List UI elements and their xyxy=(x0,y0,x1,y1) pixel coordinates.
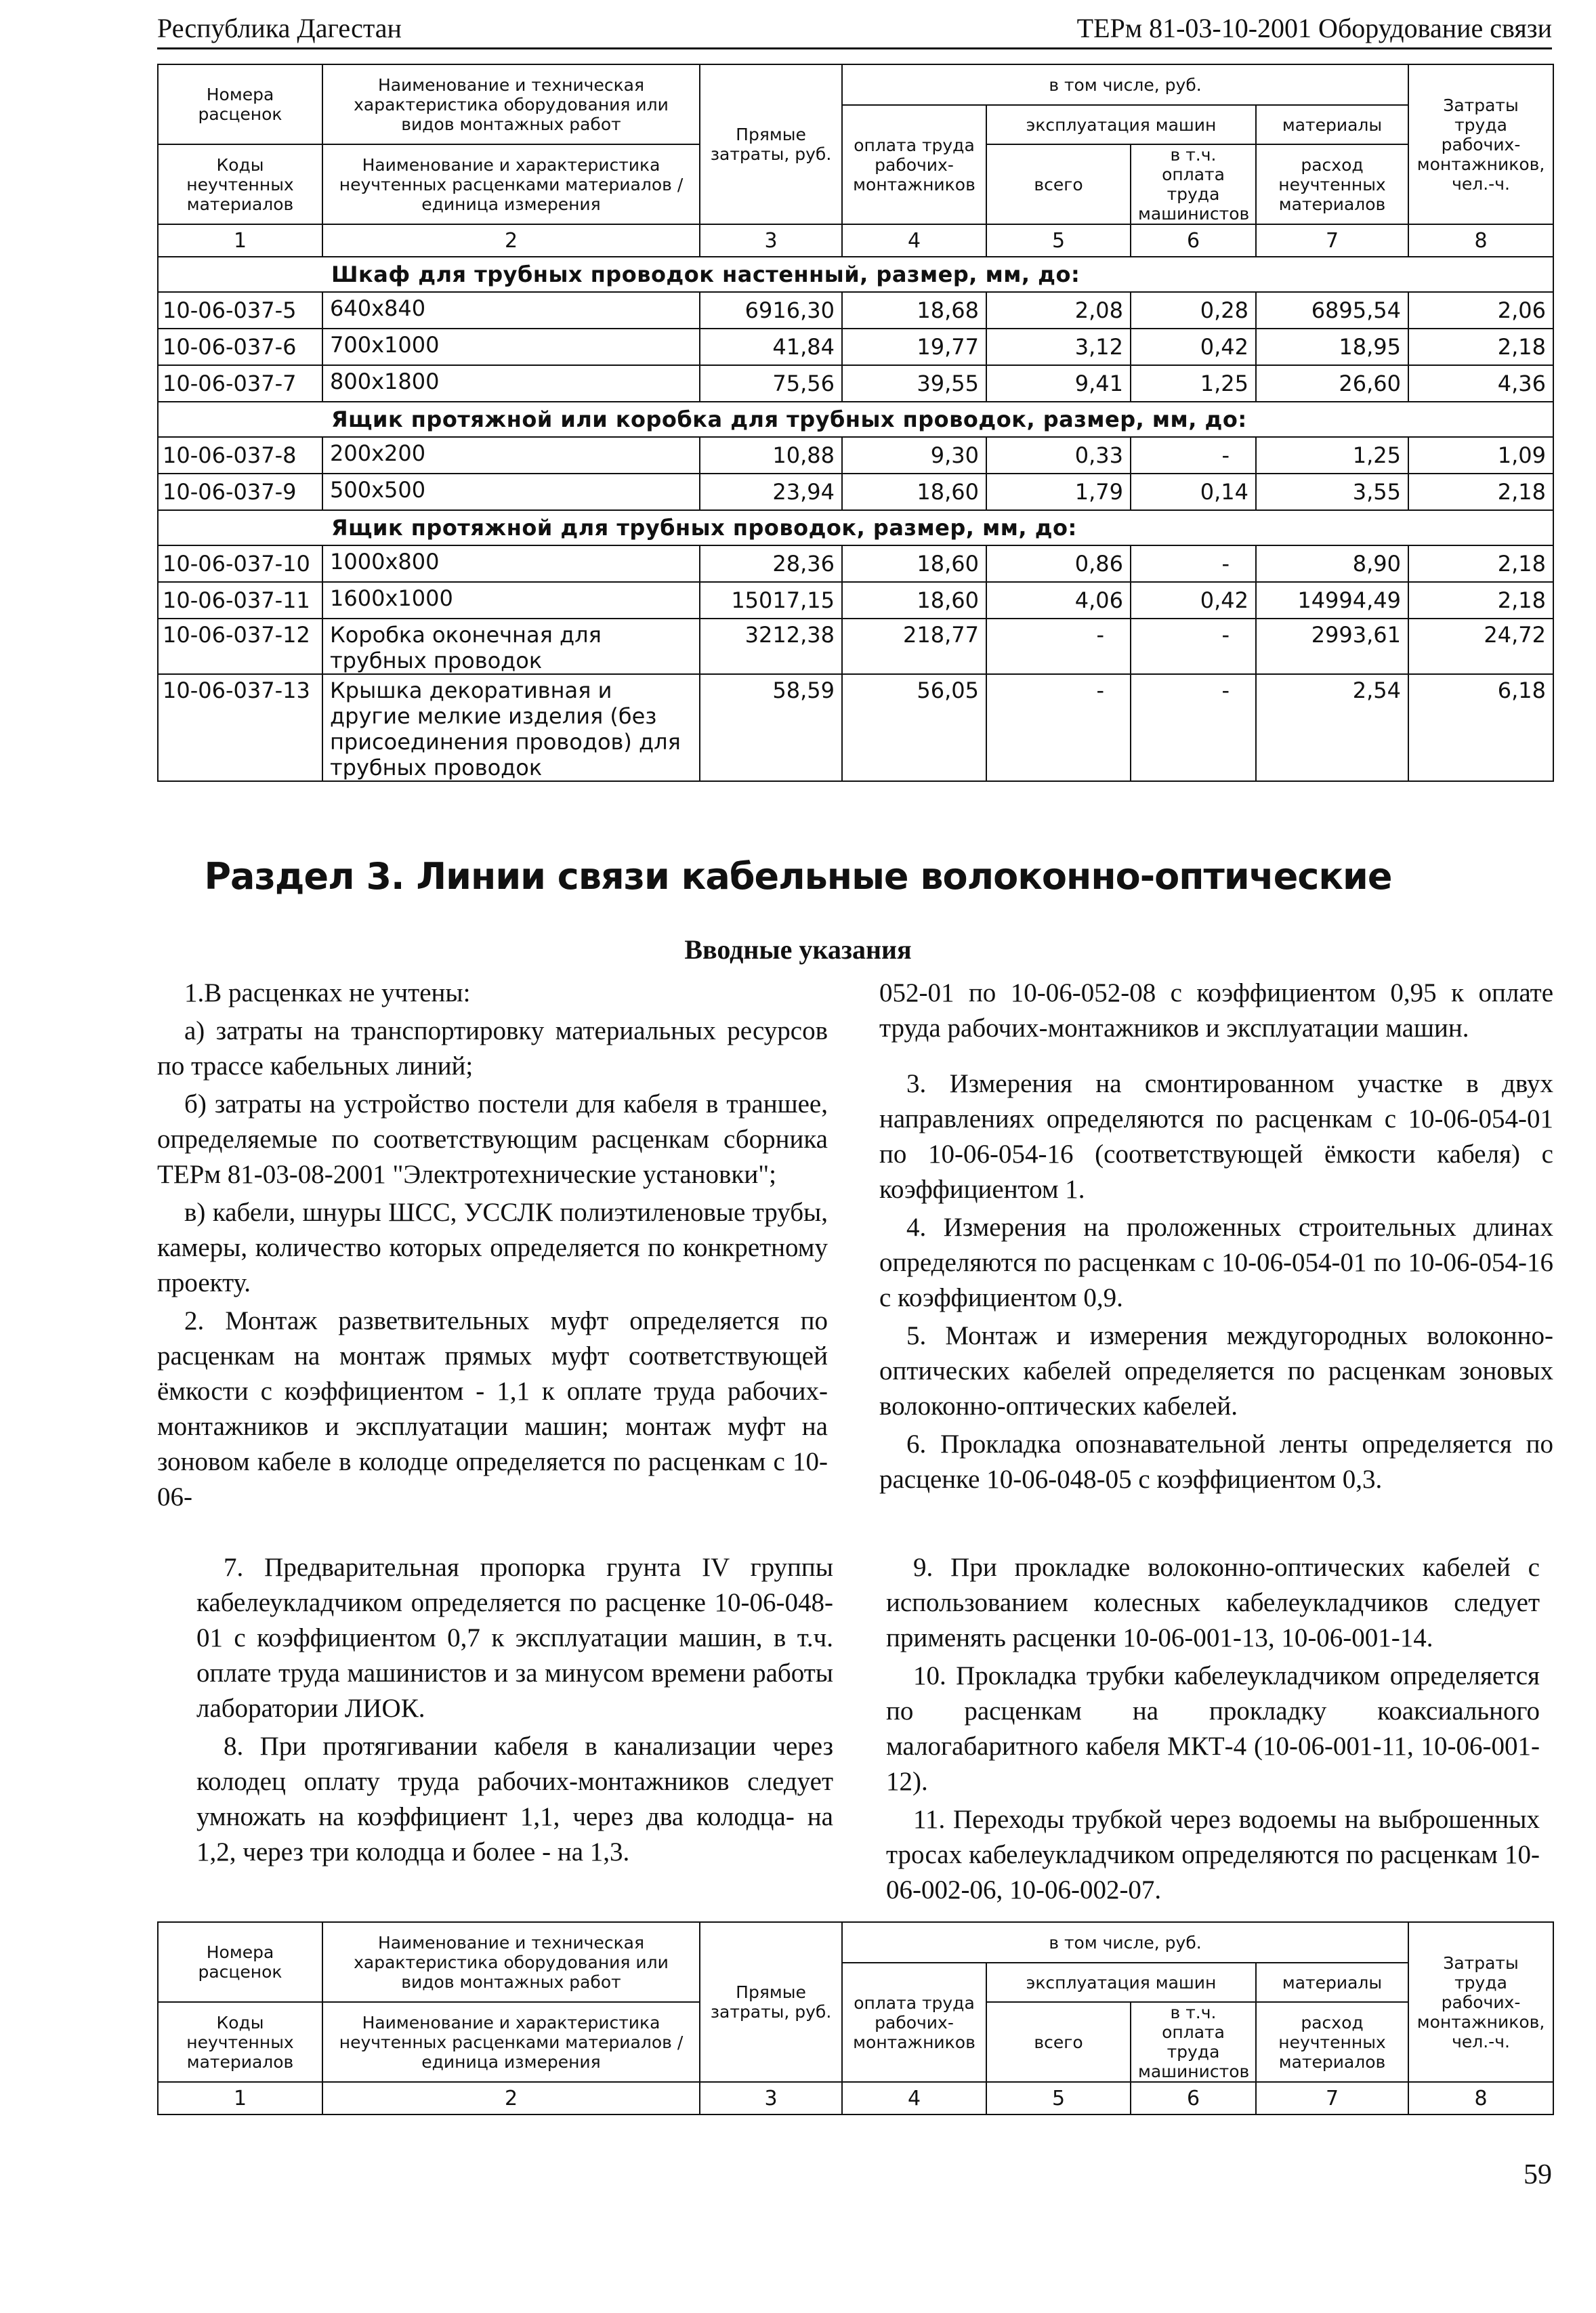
operator-wages: 0,14 xyxy=(1131,474,1256,510)
section-title: Раздел 3. Линии связи кабельные волоконно-оптические xyxy=(204,855,1392,898)
operator-wages: 0,42 xyxy=(1131,582,1256,619)
col-number: 7 xyxy=(1256,2082,1408,2114)
table-row xyxy=(158,545,1553,582)
direct-costs: 15017,15 xyxy=(700,582,842,619)
running-header-document-code: ТЕРм 81-03-10-2001 Оборудование связи xyxy=(1076,13,1552,43)
rate-description: 1000x800 xyxy=(322,545,700,582)
table-row xyxy=(158,365,1553,402)
instruction-paragraph: 9. При прокладке волоконно-оптических кабелей с использованием колесных кабелеукладчиков следует применять расценки 10-06-001-13, 10-06-001-14. xyxy=(886,1553,1540,1652)
rates-table-continued xyxy=(157,1921,1554,2115)
col-machine-ops: эксплуатация машин xyxy=(986,1963,1256,2002)
instructions-column-1 xyxy=(157,976,828,1518)
rate-description: Коробка оконечная для трубных проводок xyxy=(322,619,700,674)
group-title: Ящик протяжной для трубных проводок, размер, мм, до: xyxy=(158,510,1553,545)
intro-title: Вводные указания xyxy=(684,934,912,965)
materials: 8,90 xyxy=(1256,545,1408,582)
table-row xyxy=(158,474,1553,510)
instruction-paragraph: в) кабели, шнуры ШСС, УССЛК полиэтиленовые трубы, камеры, количество которых определяется по конкретному проекту. xyxy=(157,1198,828,1297)
rate-code: 10-06-037-9 xyxy=(158,474,322,510)
rate-description: Крышка декоративная и другие мелкие изделия (без присоединения проводов) для трубных проводок xyxy=(322,674,700,781)
instruction-paragraph: 1.В расценках не учтены: xyxy=(184,978,471,1007)
col-number: 6 xyxy=(1131,2082,1256,2114)
col-number: 8 xyxy=(1408,2082,1553,2114)
table-row xyxy=(158,329,1553,365)
page-number: 59 xyxy=(1524,2159,1552,2190)
rates-table-header xyxy=(158,64,1553,257)
rate-description: 500x500 xyxy=(322,474,700,510)
col-number: 4 xyxy=(842,224,986,257)
labor-wages: 18,60 xyxy=(842,545,986,582)
materials: 2993,61 xyxy=(1256,619,1408,674)
table-row xyxy=(158,292,1553,329)
direct-costs: 6916,30 xyxy=(700,292,842,329)
rate-code: 10-06-037-5 xyxy=(158,292,322,329)
materials: 6895,54 xyxy=(1256,292,1408,329)
col-unaccounted-materials: расход неучтенных материалов xyxy=(1256,144,1408,224)
col-rate-numbers: Номера расценок xyxy=(158,64,322,144)
col-labor-costs: Затраты труда рабочих-монтажников, чел.-ч. xyxy=(1408,64,1553,224)
materials: 26,60 xyxy=(1256,365,1408,402)
col-direct-costs: Прямые затраты, руб. xyxy=(700,64,842,224)
col-number: 1 xyxy=(158,2082,322,2114)
instruction-paragraph: 2. Монтаж разветвительных муфт определяется по расценкам на монтаж прямых муфт соответствующей ёмкости с коэффициентом - 1,1 к оплате труда рабочих- монтажников и эксплуатации машин; монтаж муфт на зоновом кабеле в колодце определяется по расценкам с 10-06- xyxy=(157,1306,828,1512)
instructions-column-2 xyxy=(879,976,1553,1500)
col-direct-costs: Прямые затраты, руб. xyxy=(700,1922,842,2082)
col-material-codes: Коды неучтенных материалов xyxy=(158,2002,322,2082)
machine-total: 9,41 xyxy=(986,365,1131,402)
rate-code: 10-06-037-11 xyxy=(158,582,322,619)
labor-hours: 2,06 xyxy=(1408,292,1553,329)
col-unaccounted-materials: расход неучтенных материалов xyxy=(1256,2002,1408,2082)
col-labor-costs: Затраты труда рабочих-монтажников, чел.-ч. xyxy=(1408,1922,1553,2082)
machine-total: 3,12 xyxy=(986,329,1131,365)
operator-wages: 0,42 xyxy=(1131,329,1256,365)
direct-costs: 3212,38 xyxy=(700,619,842,674)
rate-code: 10-06-037-12 xyxy=(158,619,322,674)
rate-code: 10-06-037-6 xyxy=(158,329,322,365)
col-number: 4 xyxy=(842,2082,986,2114)
direct-costs: 75,56 xyxy=(700,365,842,402)
col-including: в том числе, руб. xyxy=(842,64,1408,105)
machine-total: 1,79 xyxy=(986,474,1131,510)
machine-total: 0,86 xyxy=(986,545,1131,582)
col-operator-wages: в т.ч. оплата труда машинистов xyxy=(1131,2002,1256,2082)
labor-hours: 4,36 xyxy=(1408,365,1553,402)
col-number: 7 xyxy=(1256,224,1408,257)
direct-costs: 10,88 xyxy=(700,437,842,474)
table-row xyxy=(158,582,1553,619)
col-number: 5 xyxy=(986,224,1131,257)
col-number: 3 xyxy=(700,2082,842,2114)
instruction-paragraph: 3. Измерения на смонтированном участке в двух направлениях определяются по расценкам с 10-06-054-01 по 10-06-054-16 (соответствующей ёмкости кабеля) с коэффициентом 1. xyxy=(879,1069,1553,1204)
col-including: в том числе, руб. xyxy=(842,1922,1408,1963)
rate-description: 200x200 xyxy=(322,437,700,474)
group-title: Шкаф для трубных проводок настенный, размер, мм, до: xyxy=(158,257,1553,292)
instruction-paragraph: а) затраты на транспортировку материальных ресурсов по трассе кабельных линий; xyxy=(157,1016,828,1081)
rate-description: 1600x1000 xyxy=(322,582,700,619)
operator-wages: - xyxy=(1131,545,1256,582)
rate-description: 800x1800 xyxy=(322,365,700,402)
col-material-codes: Коды неучтенных материалов xyxy=(158,144,322,224)
labor-hours: 24,72 xyxy=(1408,619,1553,674)
col-labor-wages: оплата труда рабочих-монтажников xyxy=(842,105,986,224)
labor-wages: 218,77 xyxy=(842,619,986,674)
col-number: 2 xyxy=(322,2082,700,2114)
col-machine-ops: эксплуатация машин xyxy=(986,105,1256,144)
materials: 3,55 xyxy=(1256,474,1408,510)
materials: 14994,49 xyxy=(1256,582,1408,619)
col-name-description: Наименование и техническая характеристика оборудования или видов монтажных работ xyxy=(322,1922,700,2002)
instruction-paragraph: 052-01 по 10-06-052-08 с коэффициентом 0,95 к оплате труда рабочих-монтажников и эксплуатации машин. xyxy=(879,978,1553,1043)
col-labor-wages: оплата труда рабочих-монтажников xyxy=(842,1963,986,2082)
col-number: 2 xyxy=(322,224,700,257)
direct-costs: 58,59 xyxy=(700,674,842,781)
direct-costs: 23,94 xyxy=(700,474,842,510)
machine-total: - xyxy=(986,674,1131,781)
instruction-paragraph: 8. При протягивании кабеля в канализации через колодец оплату труда рабочих-монтажников следует умножать на коэффициент 1,1, через два колодца- на 1,2, через три колодца и более - на 1,3. xyxy=(196,1732,833,1867)
labor-hours: 2,18 xyxy=(1408,329,1553,365)
labor-wages: 56,05 xyxy=(842,674,986,781)
labor-wages: 39,55 xyxy=(842,365,986,402)
rate-code: 10-06-037-13 xyxy=(158,674,322,781)
col-name-description: Наименование и техническая характеристика оборудования или видов монтажных работ xyxy=(322,64,700,144)
rates-table xyxy=(157,64,1554,782)
machine-total: - xyxy=(986,619,1131,674)
operator-wages: 1,25 xyxy=(1131,365,1256,402)
direct-costs: 28,36 xyxy=(700,545,842,582)
labor-wages: 18,68 xyxy=(842,292,986,329)
rate-description: 700x1000 xyxy=(322,329,700,365)
labor-hours: 2,18 xyxy=(1408,545,1553,582)
col-number: 6 xyxy=(1131,224,1256,257)
instruction-paragraph: 11. Переходы трубкой через водоемы на выброшенных тросах кабелеукладчиком определяются по расценкам 10-06-002-06, 10-06-002-07. xyxy=(886,1805,1540,1904)
header-rule xyxy=(157,47,1552,49)
labor-wages: 18,60 xyxy=(842,582,986,619)
operator-wages: - xyxy=(1131,619,1256,674)
col-number: 5 xyxy=(986,2082,1131,2114)
operator-wages: - xyxy=(1131,674,1256,781)
rates-table-header xyxy=(158,1922,1553,2114)
operator-wages: 0,28 xyxy=(1131,292,1256,329)
rate-code: 10-06-037-8 xyxy=(158,437,322,474)
instruction-paragraph: 5. Монтаж и измерения междугородных волоконно-оптических кабелей определяется по расценкам зоновых волоконно-оптических кабелей. xyxy=(879,1321,1553,1421)
col-materials: материалы xyxy=(1256,105,1408,144)
labor-wages: 9,30 xyxy=(842,437,986,474)
materials: 1,25 xyxy=(1256,437,1408,474)
direct-costs: 41,84 xyxy=(700,329,842,365)
table-row xyxy=(158,619,1553,674)
col-number: 3 xyxy=(700,224,842,257)
labor-hours: 2,18 xyxy=(1408,582,1553,619)
operator-wages: - xyxy=(1131,437,1256,474)
group-title: Ящик протяжной или коробка для трубных проводок, размер, мм, до: xyxy=(158,402,1553,437)
col-materials: материалы xyxy=(1256,1963,1408,2002)
instructions-column-4 xyxy=(886,1550,1540,1911)
running-header-region: Республика Дагестан xyxy=(157,13,402,43)
table-row xyxy=(158,674,1553,781)
instructions-column-3 xyxy=(196,1550,833,1873)
instruction-paragraph: б) затраты на устройство постели для кабеля в траншее, определяемые по соответствующим расценкам сборника ТЕРм 81-03-08-2001 "Электротехнические установки"; xyxy=(157,1089,828,1189)
col-operator-wages: в т.ч. оплата труда машинистов xyxy=(1131,144,1256,224)
rates-table-body xyxy=(158,257,1553,781)
labor-hours: 1,09 xyxy=(1408,437,1553,474)
materials: 2,54 xyxy=(1256,674,1408,781)
labor-wages: 18,60 xyxy=(842,474,986,510)
instruction-paragraph: 6. Прокладка опознавательной ленты определяется по расценке 10-06-048-05 с коэффициентом 0,3. xyxy=(879,1430,1553,1494)
materials: 18,95 xyxy=(1256,329,1408,365)
rate-description: 640x840 xyxy=(322,292,700,329)
col-number: 1 xyxy=(158,224,322,257)
labor-wages: 19,77 xyxy=(842,329,986,365)
machine-total: 0,33 xyxy=(986,437,1131,474)
col-name-unaccounted: Наименование и характеристика неучтенных расценками материалов / единица измерения xyxy=(322,144,700,224)
labor-hours: 2,18 xyxy=(1408,474,1553,510)
machine-total: 2,08 xyxy=(986,292,1131,329)
rate-code: 10-06-037-10 xyxy=(158,545,322,582)
col-rate-numbers: Номера расценок xyxy=(158,1922,322,2002)
col-name-unaccounted: Наименование и характеристика неучтенных расценками материалов / единица измерения xyxy=(322,2002,700,2082)
instruction-paragraph: 7. Предварительная пропорка грунта IV группы кабелеукладчиком определяется по расценке 10-06-048-01 с коэффициентом 0,7 к эксплуатации машин, в т.ч. оплате труда машинистов и за минусом времени работы лаборатории ЛИОК. xyxy=(196,1553,833,1723)
col-number: 8 xyxy=(1408,224,1553,257)
col-machine-total: всего xyxy=(986,2002,1131,2082)
instruction-paragraph: 4. Измерения на проложенных строительных длинах определяются по расценкам с 10-06-054-01 по 10-06-054-16 с коэффициентом 0,9. xyxy=(879,1213,1553,1312)
instruction-paragraph: 10. Прокладка трубки кабелеукладчиком определяется по расценкам на прокладку коаксиального малогабаритного кабеля МКТ-4 (10-06-001-11, 10-06-001-12). xyxy=(886,1661,1540,1796)
rate-code: 10-06-037-7 xyxy=(158,365,322,402)
labor-hours: 6,18 xyxy=(1408,674,1553,781)
machine-total: 4,06 xyxy=(986,582,1131,619)
table-row xyxy=(158,437,1553,474)
col-machine-total: всего xyxy=(986,144,1131,224)
